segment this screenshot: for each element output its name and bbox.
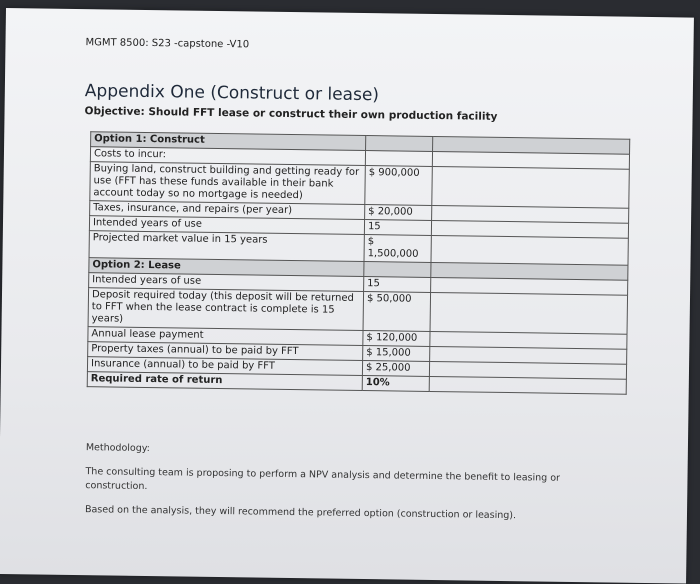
row-label: Option 1: Construct: [91, 132, 366, 151]
row-value: 15: [364, 220, 431, 236]
course-header: MGMT 8500: S23 -capstone -V10: [85, 37, 250, 51]
row-label: Required rate of return: [87, 372, 362, 391]
row-label: Projected market value in 15 years: [89, 231, 364, 262]
methodology-heading: Methodology:: [85, 442, 151, 455]
document-page: [0, 8, 694, 584]
row-value: [366, 136, 433, 152]
row-label: Intended years of use: [89, 273, 364, 292]
row-label: Intended years of use: [89, 216, 364, 235]
objective-text: Objective: Should FFT lease or construct their own production facility: [84, 105, 498, 123]
row-value: $ 900,000: [365, 166, 433, 206]
row-spacer: [429, 376, 626, 394]
row-value: [365, 151, 432, 167]
row-label: Annual lease payment: [88, 327, 363, 346]
row-value: $ 1,500,000: [364, 235, 431, 263]
appendix-title: Appendix One (Construct or lease): [84, 81, 380, 106]
row-label: Costs to incur:: [90, 147, 365, 166]
row-value: $ 15,000: [363, 346, 430, 362]
options-table: [87, 131, 631, 395]
methodology-paragraph-1: The consulting team is proposing to perform a NPV analysis and determine the benefit to leasing or construction.: [85, 466, 561, 493]
methodology-paragraph-2: Based on the analysis, they will recommend the preferred option (construction or leasing).: [84, 504, 517, 522]
row-spacer: [430, 292, 628, 334]
row-label: Deposit required today (this deposit will be returned to FFT when the lease contract is complete is 15 years): [88, 288, 364, 331]
row-value: $ 20,000: [365, 205, 432, 221]
row-label: Property taxes (annual) to be paid by FFT: [88, 342, 363, 361]
row-spacer: [431, 235, 628, 265]
row-value: $ 25,000: [362, 361, 429, 377]
methodology-section: [85, 441, 586, 534]
row-label: Option 2: Lease: [89, 258, 364, 277]
row-label: Taxes, insurance, and repairs (per year): [90, 201, 365, 220]
row-label: Buying land, construct building and getting ready for use (FFT has these funds available in their bank account today so no mortgage is needed): [90, 162, 366, 205]
row-label: Insurance (annual) to be paid by FFT: [87, 357, 362, 376]
row-value: $ 120,000: [363, 331, 430, 347]
row-value: $ 50,000: [363, 292, 431, 332]
row-value: 10%: [362, 376, 429, 392]
row-value: [364, 262, 431, 278]
row-spacer: [432, 166, 630, 208]
row-value: 15: [364, 277, 431, 293]
